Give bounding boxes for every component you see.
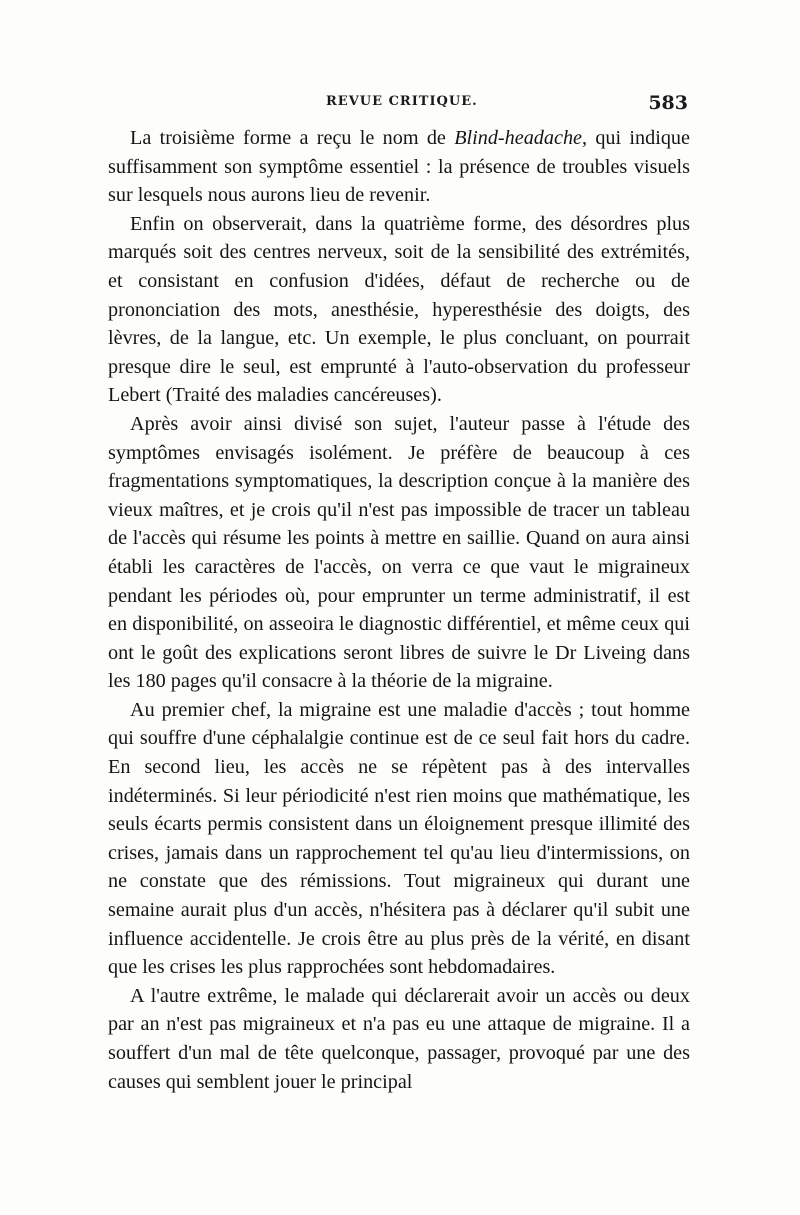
paragraph-1-text-b: , qui indique suffisamment son symptôme essentiel : la présence de troubles visuels sur lesquels nous aurons lieu de revenir.	[108, 127, 690, 207]
body-text	[108, 124, 690, 1096]
running-title: REVUE CRITIQUE.	[326, 94, 478, 109]
page-number: 583	[648, 92, 688, 114]
paragraph-1	[108, 124, 690, 210]
paragraph-5: A l'autre extrême, le malade qui déclarerait avoir un accès ou deux par an n'est pas migraineux et n'a pas eu une attaque de migraine. Il a souffert d'un mal de tête quelconque, passager, provoqué par une des causes qui semblent jouer le principal	[108, 984, 690, 1093]
blind-headache-term: Blind-headache	[454, 127, 582, 149]
paragraph-3: Après avoir ainsi divisé son sujet, l'auteur passe à l'étude des symptômes envisagés isolément. Je préfère de beaucoup à ces fragmentations symptomatiques, la description conçue à la manière des vieux maîtres, et je crois qu'il n'est pas impossible de tracer un tableau de l'accès qui résume les points à mettre en saillie. Quand on aura ainsi établi les caractères de l'accès, on verra ce que vaut le migraineux pendant les périodes où, pour emprunter un terme administratif, il est en disponibilité, on asseoira le diagnostic différentiel, et même ceux qui ont le goût des explications seront libres de suivre le Dr Liveing dans les 180 pages qu'il consacre à la théorie de la migraine.	[108, 412, 690, 693]
paragraph-2: Enfin on observerait, dans la quatrième forme, des désordres plus marqués soit des centres nerveux, soit de la sensibilité des extrémités, et consistant en confusion d'idées, défaut de recherche ou de prononciation des mots, anesthésie, hyperesthésie des doigts, des lèvres, de la langue, etc. Un exemple, le plus concluant, on pourrait presque dire le seul, est emprunté à l'auto-observation du professeur Lebert (Traité des maladies cancéreuses).	[108, 212, 690, 407]
paragraph-1-text-a: La troisième forme a reçu le nom de	[130, 127, 455, 149]
page-header	[108, 92, 688, 118]
paragraph-4: Au premier chef, la migraine est une maladie d'accès ; tout homme qui souffre d'une céphalalgie continue est de ce seul fait hors du cadre. En second lieu, les accès ne se répètent pas à des intervalles indéterminés. Si leur périodicité n'est rien moins que mathématique, les seuls écarts permis consistent dans un éloignement presque illimité des crises, jamais dans un rapprochement tel qu'au lieu d'intermissions, on ne constate que des rémissions. Tout migraineux qui durant une semaine aurait plus d'un accès, n'hésitera pas à déclarer qu'il subit une influence accidentelle. Je crois être au plus près de la vérité, en disant que les crises les plus rapprochées sont hebdomadaires.	[108, 698, 690, 979]
